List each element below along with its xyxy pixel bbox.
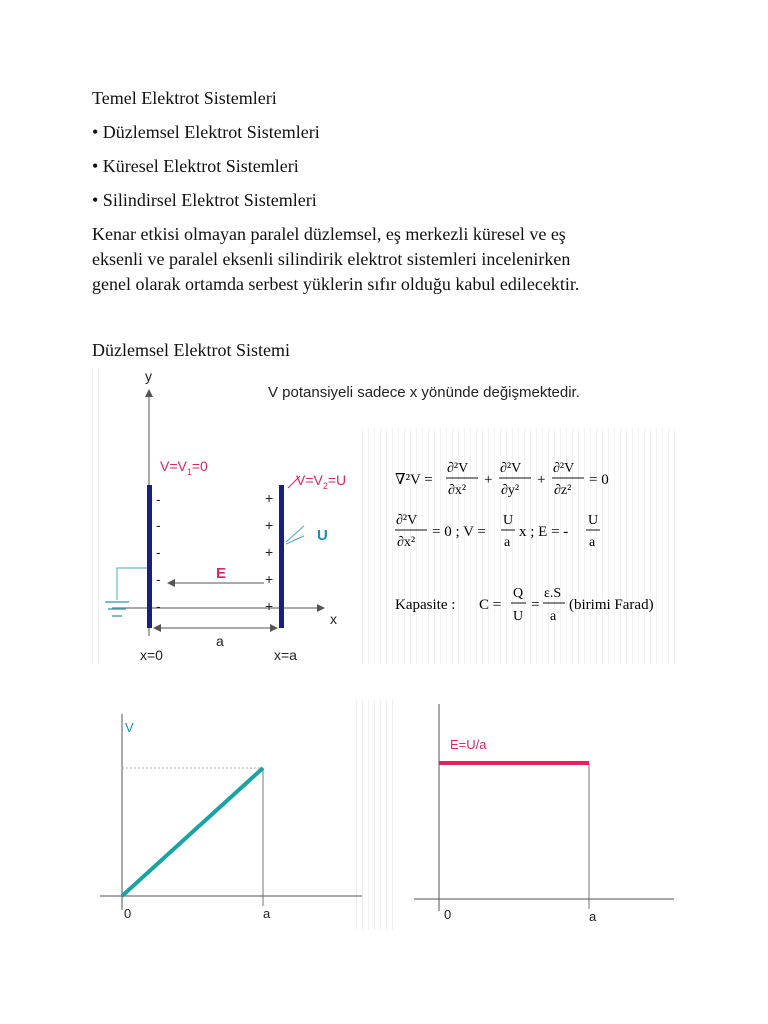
right-plate — [279, 485, 284, 628]
annotation: E=U/a — [450, 737, 487, 752]
right-plate-label: $V=V_2=U$ — [296, 472, 347, 491]
planar-electrode-diagram — [92, 368, 682, 664]
charge-plus: + — [265, 598, 274, 614]
svg-text:= 0 ; V =: = 0 ; V = — [432, 524, 486, 540]
svg-text:= 0: = 0 — [589, 472, 609, 488]
svg-text:+: + — [537, 472, 546, 488]
svg-text:∂²V: ∂²V — [500, 461, 522, 476]
svg-text:∂²V: ∂²V — [396, 513, 418, 528]
svg-text:∂²V: ∂²V — [553, 461, 575, 476]
field-plot — [414, 704, 674, 924]
y-axis-label: y — [145, 368, 152, 384]
section-title: Düzlemsel Elektrot Sistemi — [92, 340, 290, 360]
left-plate — [147, 485, 152, 628]
svg-text:U: U — [588, 513, 599, 528]
series-line — [122, 768, 263, 896]
paragraph-line: genel olarak ortamda serbest yüklerin sıfır olduğu kabul edilecektir. — [92, 274, 580, 294]
bullet-spherical: • Küresel Elektrot Sistemleri — [92, 156, 299, 176]
svg-text:∂z²: ∂z² — [554, 483, 572, 498]
svg-text:a: a — [589, 535, 596, 550]
charge-minus: - — [156, 544, 161, 560]
svg-text:U: U — [513, 609, 524, 624]
gap-label: a — [216, 633, 224, 649]
svg-text:C =: C = — [479, 597, 502, 613]
svg-text:=: = — [531, 597, 540, 613]
left-plate-label: $V=V_1=0$ — [160, 458, 208, 477]
svg-text:x ; E = -: x ; E = - — [519, 524, 569, 540]
xa-label: x=a — [274, 647, 297, 663]
charge-plus: + — [265, 517, 274, 533]
svg-text:∂x²: ∂x² — [397, 535, 416, 550]
charge-minus: - — [156, 598, 161, 614]
x0-label: x=0 — [140, 647, 163, 663]
x-tick-label: 0 — [124, 906, 132, 921]
svg-text:∂y²: ∂y² — [501, 483, 520, 498]
x-axis-label: x — [330, 611, 337, 627]
bullet-cylindrical: • Silindirsel Elektrot Sistemleri — [92, 190, 317, 210]
x-tick-label: a — [263, 906, 271, 921]
doc-title: Temel Elektrot Sistemleri — [92, 88, 277, 108]
svg-text:U: U — [503, 513, 514, 528]
x-tick-label: 0 — [444, 907, 452, 922]
potential-field-plots — [92, 700, 682, 930]
charge-minus: - — [156, 517, 161, 533]
svg-text:(birimi Farad): (birimi Farad) — [569, 597, 654, 613]
bullet-planar: • Düzlemsel Elektrot Sistemleri — [92, 122, 320, 142]
e-field-label: E — [216, 565, 227, 582]
diagram-caption: V potansiyeli sadece x yönünde değişmektedir. — [268, 384, 580, 401]
svg-text:a: a — [504, 535, 511, 550]
svg-text:∇²V =: ∇²V = — [395, 472, 433, 488]
x-tick-label: a — [589, 909, 597, 924]
intro-paragraph — [92, 222, 672, 297]
svg-text:Q: Q — [513, 586, 524, 601]
u-label: U — [317, 527, 328, 544]
potential-plot — [100, 714, 362, 921]
charge-plus: + — [265, 571, 274, 587]
paragraph-line: Kenar etkisi olmayan paralel düzlemsel, eş merkezli küresel ve eş — [92, 224, 566, 244]
svg-text:∂x²: ∂x² — [448, 483, 467, 498]
charge-minus: - — [156, 491, 161, 507]
svg-text:ε.S: ε.S — [544, 586, 562, 601]
svg-text:+: + — [484, 472, 493, 488]
svg-text:a: a — [550, 609, 557, 624]
y-axis-label: V — [125, 720, 134, 735]
svg-text:Kapasite :: Kapasite : — [395, 597, 456, 613]
charge-minus: - — [156, 571, 161, 587]
charge-plus: + — [265, 490, 274, 506]
svg-text:∂²V: ∂²V — [447, 461, 469, 476]
paragraph-line: eksenli ve paralel eksenli silindirik elektrot sistemleri incelenirken — [92, 249, 571, 269]
charge-plus: + — [265, 544, 274, 560]
